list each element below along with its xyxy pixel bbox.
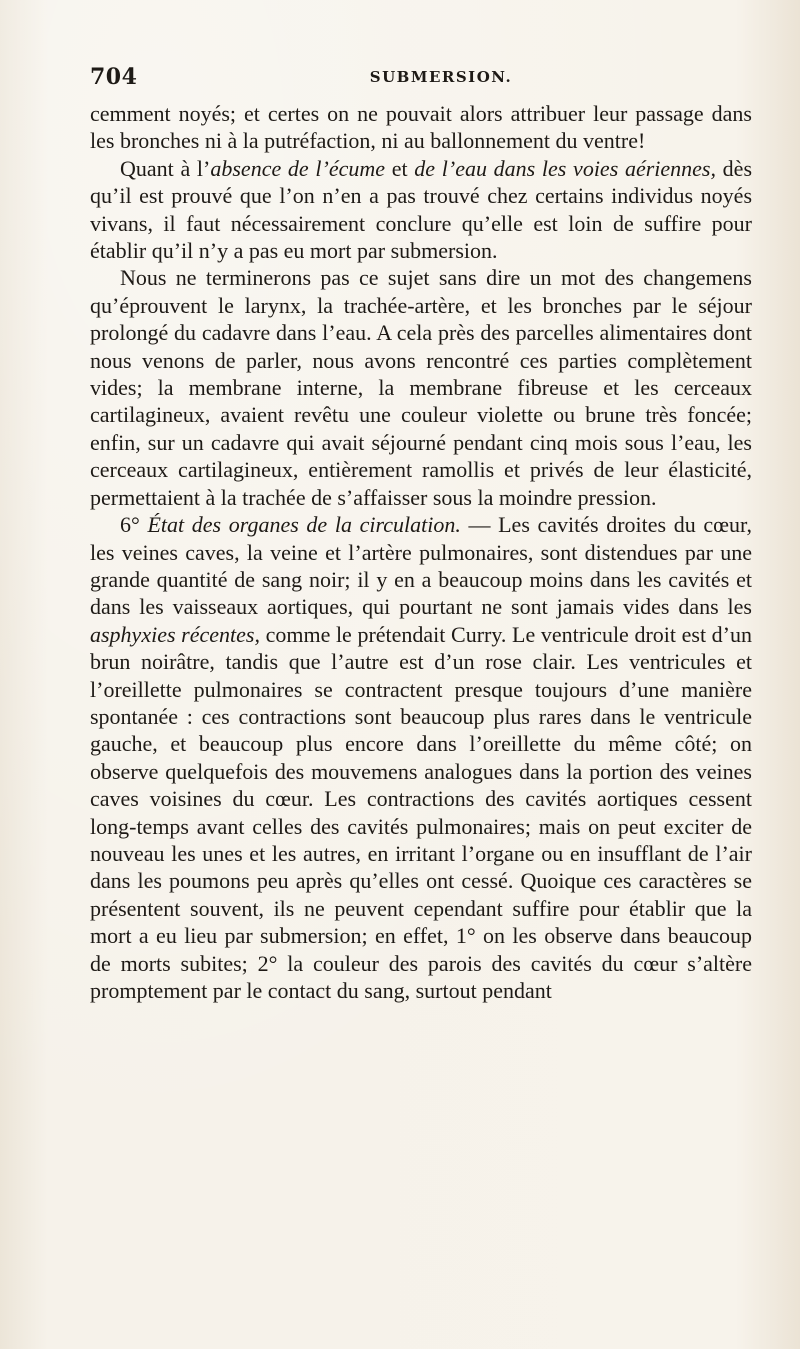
text-segment: Nous ne terminerons pas ce sujet sans dire un mot des changemens qu’éprouvent le larynx, la trachée-artère, et les bronches par le séjour prolongé du cadavre dans l’eau. A cela près des parcelles alimentaires dont nous venons de parler, nous avons rencontré ces parties complètement vides; la membrane interne, la membrane fibreuse et les cerceaux cartilagineux, avaient revêtu une couleur violette ou brune très foncée; enfin, sur un cadavre qui avait séjourné pendant cinq mois sous l’eau, les cerceaux cartilagineux, entièrement ramollis et privés de leur élasticité, permettaient à la trachée de s’affaisser sous la moindre pression. (90, 265, 752, 510)
paragraph (90, 511, 752, 1004)
italic-text-segment: asphyxies récentes, (90, 621, 260, 647)
paragraph (90, 155, 752, 265)
text-segment: Quant à l’ (120, 155, 211, 181)
text-segment: et (385, 155, 415, 181)
italic-text-segment: de l’eau dans les voies aériennes, (414, 155, 716, 181)
page-header (90, 64, 752, 94)
text-segment: — Les cavités droites du cœur, les veines caves, la veine et l’artère pulmonaires, sont distendues par une grande quantité de sang noir; il y en a beaucoup moins dans les cavités et dans les vaisseaux aortiques, qui pourtant ne sont jamais vides dans les (90, 512, 752, 620)
italic-text-segment: absence de l’écume (210, 155, 386, 181)
text-segment: comme le prétendait Curry. Le ventricule droit est d’un brun noirâtre, tandis que l’autre est d’un rose clair. Les ventricules et l’oreillette pulmonaires se contractent presque toujours d’une manière spontanée : ces contractions sont beaucoup plus rares dans le ventricule gauche, et beaucoup plus encore dans l’oreillette du même côté; on observe quelquefois des mouvemens analogues dans la portion des veines caves voisines du cœur. Les contractions des cavités aortiques cessent long-temps avant celles des cavités pulmonaires; mais on peut exciter de nouveau les unes et les autres, en irritant l’organe ou en insufflant de l’air dans les poumons peu après qu’elles ont cessé. Quoique ces caractères se présentent souvent, ils ne peuvent cependant suffire pour établir que la mort a eu lieu par submersion; en effet, 1° on les observe dans beaucoup de morts subites; 2° la couleur des parois des cavités du cœur s’altère promptement par le contact du sang, surtout pendant (90, 621, 752, 1003)
text-segment: 6° (120, 512, 148, 538)
page-number: 704 (90, 64, 138, 90)
paragraph (90, 100, 752, 155)
text-segment: cemment noyés; et certes on ne pouvait alors attribuer leur passage dans les bronches ni à la putréfaction, ni au ballonnement du ventre! (90, 101, 752, 154)
italic-text-segment: État des organes de la circulation. (147, 512, 461, 538)
paragraph (90, 264, 752, 511)
running-title: SUBMERSION. (369, 68, 513, 86)
text-segment: dès qu’il est prouvé que l’on n’en a pas trouvé chez certains individus noyés vivans, il faut nécessairement conclure qu’elle est loin de suffire pour établir qu’il n’y a pas eu mort par submersion. (90, 155, 753, 264)
body-text (90, 100, 752, 1004)
